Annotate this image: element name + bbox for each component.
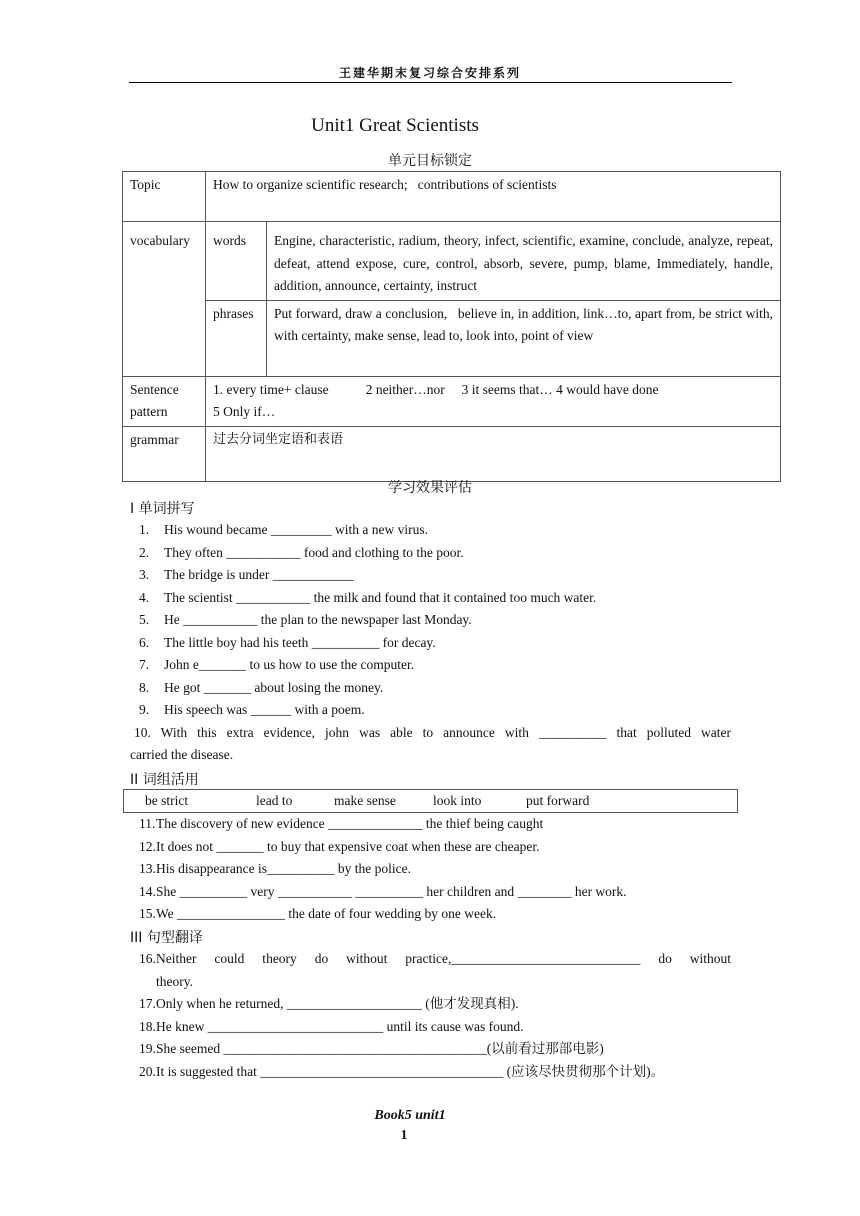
question-text: His disappearance is__________ by the police.	[156, 861, 411, 876]
sentence-label-line2: pattern	[130, 404, 168, 419]
question-number: 16.	[139, 951, 156, 966]
question-number: 4.	[139, 589, 150, 605]
sentence-line2: 5 Only if…	[213, 404, 276, 419]
phrase-option: make sense	[334, 793, 396, 808]
question-item	[130, 836, 731, 859]
page-number: 1	[400, 1128, 408, 1143]
question-item	[130, 1061, 731, 1084]
question-text: He got _______ about losing the money.	[164, 679, 384, 695]
question-number: 8.	[139, 679, 150, 695]
question-text: Only when he returned, ____________________ (他才发现真相).	[156, 996, 519, 1011]
phrases-row	[123, 300, 781, 376]
question-text: She seemed _______________________________________(以前看过那部电影)	[156, 1041, 604, 1056]
words-label: words	[206, 222, 267, 301]
running-header: 王建华期末复习综合安排系列	[338, 66, 521, 80]
section-heading-phrases: II 词组活用	[130, 772, 199, 788]
sentence-value	[206, 376, 781, 426]
question-text: He knew __________________________ until its cause was found.	[156, 1018, 524, 1034]
question-item	[130, 699, 731, 722]
header-rule	[129, 82, 732, 83]
question-item	[130, 813, 731, 836]
question-text: The little boy had his teeth __________ for decay.	[164, 634, 436, 650]
question-number: 12.	[139, 838, 156, 854]
question-text: It does not _______ to buy that expensive coat when these are cheaper.	[156, 838, 540, 854]
question-item	[130, 993, 731, 1016]
sentence-row	[123, 376, 781, 426]
question-number: 15.	[139, 906, 156, 921]
grammar-row	[123, 426, 781, 481]
question-text: We ________________ the date of four wedding by one week.	[156, 906, 497, 921]
question-item	[130, 519, 731, 542]
question-number: 7.	[139, 657, 150, 672]
question-text: It is suggested that ____________________________________ (应该尽快贯彻那个计划)。	[156, 1063, 665, 1079]
question-number: 1.	[139, 522, 150, 537]
question-number: 18.	[139, 1018, 156, 1034]
question-number: 14.	[139, 883, 156, 899]
question-text: John e_______ to us how to use the computer.	[164, 657, 415, 672]
question-number: 20.	[139, 1063, 156, 1079]
words-row	[123, 222, 781, 301]
unit-goals-table	[122, 171, 781, 482]
topic-value: How to organize scientific research; contributions of scientists	[206, 172, 781, 222]
phrase-option: look into	[433, 793, 482, 808]
vocabulary-label: vocabulary	[123, 222, 206, 377]
question-number: 17.	[139, 996, 156, 1011]
grammar-value: 过去分词坐定语和表语	[206, 426, 781, 481]
topic-row	[123, 172, 781, 222]
phrase-option: be strict	[145, 793, 189, 808]
question-16-line2: theory.	[156, 973, 193, 989]
question-number: 11.	[139, 816, 156, 831]
question-text: They often ___________ food and clothing to the poor.	[164, 544, 464, 560]
question-item	[130, 609, 731, 632]
question-item	[130, 632, 731, 655]
phrase-word-box	[123, 789, 738, 813]
question-item	[130, 1016, 731, 1039]
question-text: His wound became _________ with a new virus.	[164, 522, 428, 537]
question-item	[130, 564, 731, 587]
sentence-label	[123, 376, 206, 426]
phrase-questions	[130, 813, 731, 926]
words-value: Engine, characteristic, radium, theory, infect, scientific, examine, conclude, analyze, repeat, defeat, attend expose, cure, control, absorb, severe, pump, blame, Immediately, handle, addition, announce, certainty, instruct	[267, 222, 781, 301]
sentence-line1: 1. every time+ clause 2 neither…nor 3 it seems that… 4 would have done	[213, 381, 659, 397]
phrase-option: put forward	[526, 793, 590, 808]
question-item	[130, 948, 731, 993]
goals-subtitle: 单元目标锁定	[388, 153, 472, 169]
question-number: 19.	[139, 1041, 156, 1056]
question-text: The scientist ___________ the milk and found that it contained too much water.	[164, 589, 597, 605]
page-title: Unit1 Great Scientists	[311, 115, 479, 136]
translation-questions	[130, 948, 731, 1083]
question-16-line1: Neither could theory do without practice,____________________________ do without	[156, 951, 731, 966]
phrase-option: lead to	[256, 793, 293, 808]
sentence-label-line1: Sentence	[130, 381, 179, 397]
section-heading-translation: III 句型翻译	[130, 930, 203, 946]
spelling-questions	[130, 519, 731, 767]
question-item	[130, 654, 731, 677]
question-10-line2: carried the disease.	[130, 747, 234, 762]
question-number: 6.	[139, 634, 150, 650]
question-text: She __________ very ___________ __________ her children and ________ her work.	[156, 883, 627, 899]
evaluation-subtitle: 学习效果评估	[388, 480, 472, 496]
question-10-line1: 10. With this extra evidence, john was able to announce with __________ that polluted water	[134, 724, 731, 740]
question-text: He ___________ the plan to the newspaper last Monday.	[164, 612, 472, 627]
footer-book-label: Book5 unit1	[374, 1108, 446, 1123]
question-number: 9.	[139, 702, 150, 717]
question-number: 13.	[139, 861, 156, 876]
question-item	[130, 858, 731, 881]
section-heading-spelling: I 单词拼写	[130, 501, 195, 517]
question-item	[130, 587, 731, 610]
question-text: His speech was ______ with a poem.	[164, 702, 365, 717]
question-item	[130, 881, 731, 904]
question-number: 5.	[139, 612, 150, 627]
question-number: 2.	[139, 544, 150, 560]
phrases-value: Put forward, draw a conclusion, believe in, in addition, link…to, apart from, be strict with, with certainty, make sense, lead to, look into, point of view	[267, 300, 781, 376]
question-item	[130, 677, 731, 700]
grammar-label: grammar	[123, 426, 206, 481]
question-number: 3.	[139, 567, 150, 582]
question-item	[130, 542, 731, 565]
phrases-label: phrases	[206, 300, 267, 376]
question-item	[130, 1038, 731, 1061]
question-text: The bridge is under ____________	[164, 567, 354, 582]
topic-label: Topic	[123, 172, 206, 222]
question-item	[130, 903, 731, 926]
question-text: The discovery of new evidence ______________ the thief being caught	[156, 816, 544, 831]
